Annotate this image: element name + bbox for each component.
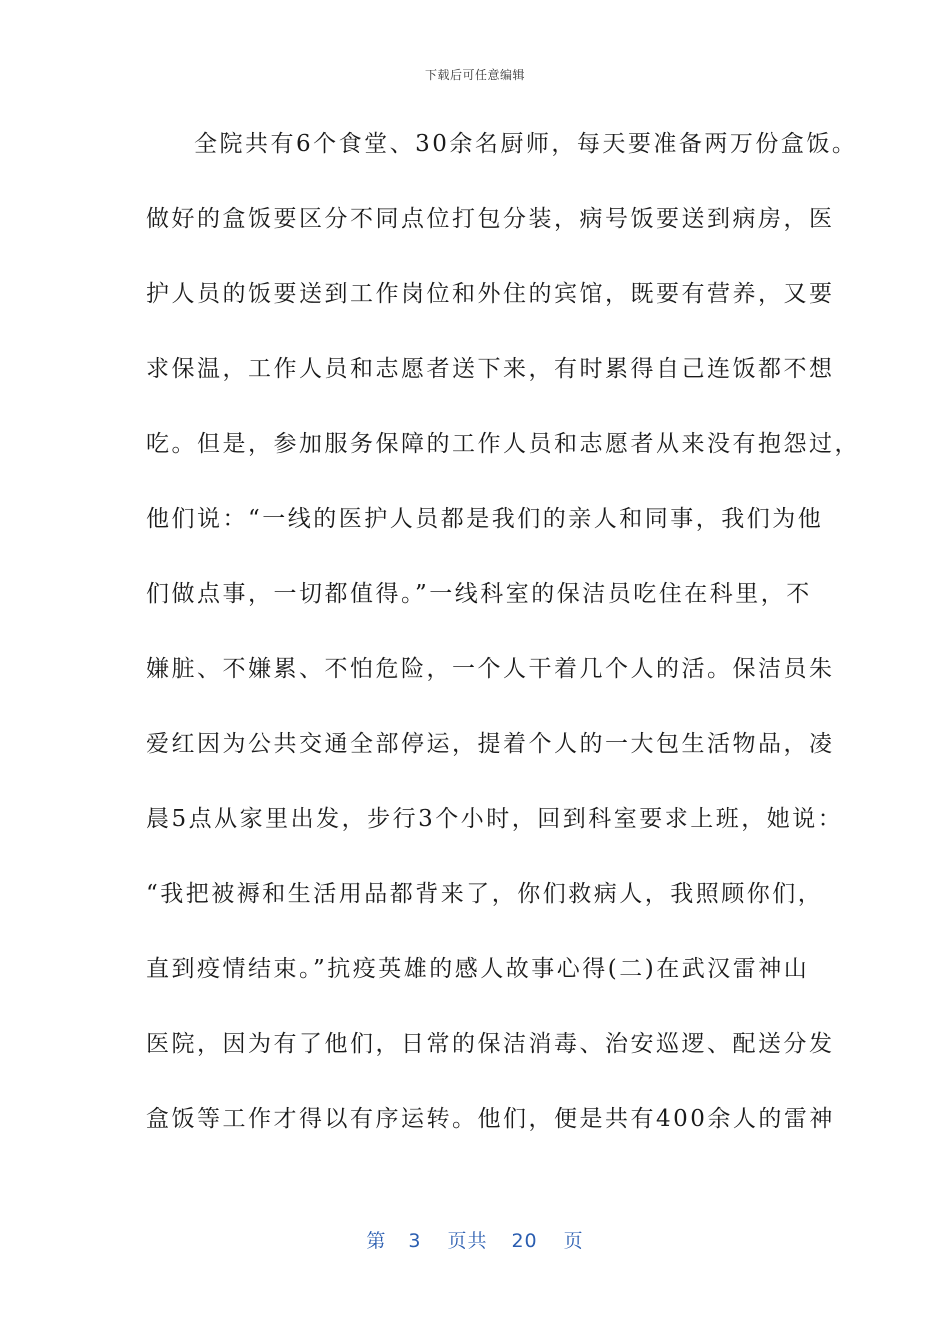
footer-middle: 页共 [447,1230,488,1252]
paragraph-line: “我把被褥和生活用品都背来了，你们救病人，我照顾你们， [146,881,824,907]
footer-prefix: 第 [366,1230,387,1252]
paragraph-line: 直到疫情结束。”抗疫英雄的感人故事心得(二)在武汉雷神山 [146,956,810,982]
paragraph-line: 求保温，工作人员和志愿者送下来，有时累得自己连饭都不想 [146,356,835,382]
paragraph-line: 护人员的饭要送到工作岗位和外住的宾馆，既要有营养，又要 [146,281,835,307]
paragraph-line: 嫌脏、不嫌累、不怕危险，一个人干着几个人的活。保洁员朱 [146,656,835,682]
paragraph-line: 做好的盒饭要区分不同点位打包分装，病号饭要送到病房，医 [146,206,835,232]
document-body [146,120,860,1170]
paragraph-line: 盒饭等工作才得以有序运转。他们，便是共有400余人的雷神 [146,1106,835,1132]
footer-page-number: 3 [408,1230,422,1252]
paragraph-line: 全院共有6个食堂、30余名厨师，每天要准备两万份盒饭。 [194,131,858,157]
page-header: 下载后可任意编辑 [424,68,525,82]
footer-suffix: 页 [563,1230,584,1252]
footer-total-pages: 20 [511,1230,538,1252]
paragraph-line: 爱红因为公共交通全部停运，提着个人的一大包生活物品，凌 [146,731,835,757]
paragraph-line: 吃。但是，参加服务保障的工作人员和志愿者从来没有抱怨过， [146,431,860,457]
paragraph-line: 医院，因为有了他们，日常的保洁消毒、治安巡逻、配送分发 [146,1031,835,1057]
paragraph-line: 晨5点从家里出发，步行3个小时，回到科室要求上班，她说： [146,806,844,832]
paragraph-line: 们做点事，一切都值得。”一线科室的保洁员吃住在科里，不 [146,581,812,607]
paragraph-line: 他们说：“一线的医护人员都是我们的亲人和同事，我们为他 [146,506,824,532]
page-footer [0,1226,950,1253]
